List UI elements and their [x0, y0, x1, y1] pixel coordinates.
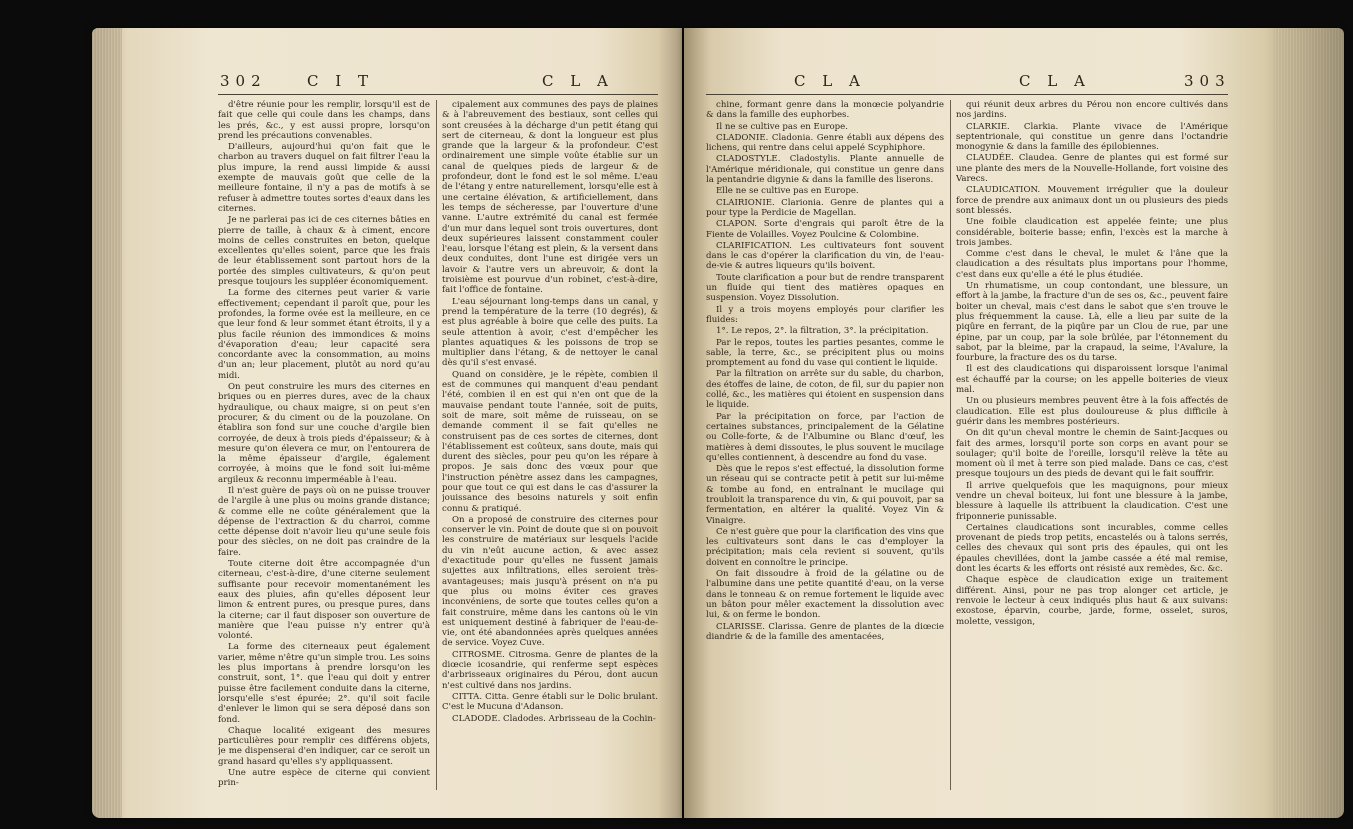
left-page-edges [92, 28, 122, 818]
right-page [684, 28, 1344, 818]
paragraph: On a proposé de construire des citernes pour conserver le vin. Point de doute que si on pouvoit les construire de matériaux sur lesquels l'acide du vin n'eût aucune action, & avec assez d'exactitude pour qu'elles ne fussent jamais sujettes aux infiltrations, elles seroient très-avantageuses; mais jusqu'à présent on n'a pu que plus ou moins éviter ces graves inconvéniens, de sorte que toutes celles qu'on a fait construire, même dans les cantons où le vin est uniquement destiné à fabriquer de l'eau-de-vie, ont été abandonnées après quelques années de service. Voyez Cuve. [442, 514, 658, 649]
paragraph: qui réunit deux arbres du Pérou non encore cultivés dans nos jardins. [956, 100, 1228, 121]
right-header-cla-right: C L A [1019, 72, 1091, 90]
paragraph: Chaque localité exigeant des mesures particulières pour remplir ces différens objets, je me dispenserai d'en indiquer, car ce seroit un grand hasard qu'elles s'y appliquassent. [218, 725, 430, 767]
paragraph: CLAUDICATION. Mouvement irrégulier que la douleur force de prendre aux animaux dont un ou plusieurs des pieds sont blessés. [956, 185, 1228, 216]
paragraph: d'être réunie pour les remplir, lorsqu'il est de fait que celle qui coule dans les champs, dans les prés, &c., y est aussi propre, lorsqu'on prend les précautions convenables. [218, 100, 430, 141]
paragraph: CLAPON. Sorte d'engrais qui paroît être de la Fiente de Volailles. Voyez Poulcine & Colombine. [706, 219, 944, 240]
left-column-2 [442, 100, 658, 800]
paragraph: chine, formant genre dans la monœcie polyandrie & dans la famille des euphorbes. [706, 100, 944, 121]
paragraph: cipalement aux communes des pays de plaines & à l'abreuvement des bestiaux, sont celles qui sont creusées à la décharge d'un petit étang qui sert de citerneau, & dont la longueur est plus grande que la largeur & la profondeur. C'est ordinairement une simple voûte établie sur un canal de quelques pieds de largeur & de profondeur, dont le fond est le sol même. L'eau de l'étang y entre naturellement, lorsqu'elle est à une certaine élévation, & artificiellement, dans les temps de sécheresse, par l'ouverture d'une vanne. L'autre extrémité du canal est fermée d'un mur dans lequel sont trois ouvertures, dont deux supérieures laissent constamment couler l'eau, lorsque l'étang est plein, & la versent dans deux conduites, dont l'une est dirigée vers un lavoir & l'autre vers un abreuvoir, & dont la troisième est pourvue d'un robinet, c'est-à-dire, fait l'office de fontaine. [442, 100, 658, 296]
left-page-number: 302 [220, 72, 267, 90]
paragraph: Quand on considère, je le répète, combien il est de communes qui manquent d'eau pendant l'été, combien il en est qui n'en ont que de la mauvaise pendant toute l'année, soit de puits, soit de mare, soit même de ruisseau, on se demande comment il se fait qu'elles ne construisent pas de ces sortes de citernes, dont l'établissement est coûteux, sans doute, mais qui durent des siècles, pour peu qu'on les répare à propos. Je sais donc des vœux pour que l'instruction pénètre assez dans les campagnes, pour que tout ce qui est dans le cas d'assurer la jouissance des besoins naturels y soit enfin connu & pratiqué. [442, 369, 658, 514]
paragraph: Je ne parlerai pas ici de ces citernes bâties en pierre de taille, à chaux & à ciment, encore moins de celles construites en beton, quelque excellentes qu'elles soient, parce que les frais de leur établissement sont partout hors de la portée des simples cultivateurs, & qu'on peut presque toujours les suppléer économiquement. [218, 215, 430, 288]
right-page-number: 303 [1184, 72, 1231, 90]
paragraph: La forme des citerneaux peut également varier, même n'être qu'un simple trou. Les soins les plus importans à prendre lorsqu'on les construit, sont, 1°. que l'eau qui doit y entrer puisse être facilement conduite dans la citerne, lorsqu'elle s'est épurée; 2°. qu'il soit facile d'enlever le limon qui se sera déposé dans son fond. [218, 642, 430, 725]
paragraph: Par la filtration on arrête sur du sable, du charbon, des étoffes de laine, de coton, de fil, sur du papier non collé, &c., les matières qui étoient en suspension dans le liquide. [706, 369, 944, 411]
paragraph: CLARIFICATION. Les cultivateurs font souvent dans le cas d'opérer la clarification du vin, de l'eau-de-vie & autres liqueurs qu'ils boivent. [706, 240, 944, 272]
paragraph: On peut construire les murs des citernes en briques ou en pierres dures, avec de la chaux hydraulique, ou chaux maigre, si on peut s'en procurer, & du ciment ou de la pouzolane. On établira son fond sur une couche d'argile bien corroyée, de deux à trois pieds d'épaisseur; & à mesure qu'on élevera ce mur, on l'entourera de la même épaisseur d'argile, également corroyée, à moins que le fond soit lui-même argileux & reconnu imperméable à l'eau. [218, 382, 430, 485]
paragraph: Il arrive quelquefois que les maquignons, pour mieux vendre un cheval boiteux, lui font une blessure à la jambe, blessure à laquelle ils attribuent la claudication. C'est une friponnerie punissable. [956, 480, 1228, 522]
paragraph: Une autre espèce de citerne qui convient prin- [218, 768, 430, 789]
left-header-cit: C I T [307, 72, 374, 90]
left-column-divider [436, 100, 437, 790]
paragraph: CLADOSTYLE. Cladostylis. Plante annuelle de l'Amérique méridionale, qui constitue un genre dans la pentandrie digynie & dans la famille des liserons. [706, 154, 944, 186]
paragraph: Il y a trois moyens employés pour clarifier les fluides: [706, 304, 944, 325]
paragraph: 1°. Le repos, 2°. la filtration, 3°. la précipitation. [716, 326, 929, 337]
paragraph: L'eau séjournant long-temps dans un canal, y prend la température de la terre (10 degrés), & est plus agréable à boire que celle des puits. La seule attention à avoir, c'est d'empêcher les plantes aquatiques & les poissons de trop se multiplier dans l'étang, & de nettoyer le canal dès qu'il s'est envasé. [442, 296, 658, 369]
left-page [92, 28, 682, 818]
paragraph: Dès que le repos s'est effectué, la dissolution forme un réseau qui se contracte petit à petit sur lui-même & tombe au fond, en entraînant le mucilage qui troubloit la transparence du vin, & qui pouvoit, par sa fermentation, en altérer la qualité. Voyez Vin & Vinaigre. [706, 464, 944, 526]
paragraph: Certaines claudications sont incurables, comme celles provenant de pieds trop petits, encastelés ou à talons serrés, celles des chevaux qui sont pris des épaules, qui ont les épaules chevillées, dont la jambe cassée a été mal remise, dont les écarts & les efforts ont résisté aux remèdes, &c. &c. [956, 522, 1228, 575]
paragraph: Une foible claudication est appelée feinte; une plus considérable, boiterie basse; enfin, l'excès est la marche à trois jambes. [956, 217, 1228, 248]
paragraph: CLADONIE. Cladonia. Genre établi aux dépens des lichens, qui rentre dans celui appelé Scyphiphore. [706, 132, 944, 154]
paragraph: CLADODE. Cladodes. Arbrisseau de la Cochin- [452, 713, 656, 724]
open-book [92, 8, 1342, 820]
right-header-rule [706, 94, 1228, 95]
paragraph: CLAIRIONIE. Clarionia. Genre de plantes qui a pour type la Perdicie de Magellan. [706, 197, 944, 218]
paragraph: Un ou plusieurs membres peuvent être à la fois affectés de claudication. Elle est plus douloureuse & plus difficile à guérir dans les membres postérieurs. [956, 396, 1228, 427]
paragraph: La forme des citernes peut varier & varie effectivement; cependant il paroît que, pour les profondes, la forme ovée est la meilleure, en ce que leur fond & leur sommet étant étroits, il y a plus facile réunion des immondices & moins d'évaporation d'eau; leur capacité sera concordante avec la consommation, au moins d'un an; leur placement, plutôt au nord qu'au midi. [218, 288, 430, 381]
paragraph: D'ailleurs, aujourd'hui qu'on fait que le charbon au travers duquel on fait filtrer l'eau la plus impure, la rend aussi limpide & aussi exempte de mauvais goût que celle de la meilleure fontaine, il n'y a pas de motifs à se refuser à admettre toutes sortes d'eaux dans les citernes. [218, 142, 430, 214]
paragraph: CLAUDÉE. Claudea. Genre de plantes qui est formé sur une plante des mers de la Nouvelle-Hollande, fort voisine des Varecs. [956, 153, 1228, 185]
paragraph: CLARISSE. Clarissa. Genre de plantes de la diœcie diandrie & de la famille des amentacées, [706, 621, 944, 642]
right-page-edges [1274, 28, 1344, 818]
paragraph: Comme c'est dans le cheval, le mulet & l'âne que la claudication a des résultats plus importans pour l'homme, c'est dans eux qu'elle a été le plus étudiée. [956, 249, 1228, 280]
paragraph: CLARKIE. Clarkia. Plante vivace de l'Amérique septentrionale, qui constitue un genre dans l'octandrie monogynie & dans la famille des épilobiennes. [956, 121, 1228, 153]
paragraph: Par le repos, toutes les parties pesantes, comme le sable, la terre, &c., se précipitent plus ou moins promptement au fond du vase qui contient le liquide. [706, 337, 944, 369]
paragraph: Chaque espèce de claudication exige un traitement différent. Ainsi, pour ne pas trop alonger cet article, je renvoie le lecteur à ceux indiqués plus haut & aux suivans: exostose, éparvin, courbe, jarde, forme, osselet, suros, molette, vessigon, [956, 575, 1228, 627]
paragraph: CITROSME. Citrosma. Genre de plantes de la diœcie icosandrie, qui renferme sept espèces d'arbrisseaux originaires du Pérou, dont aucun n'est cultivé dans nos jardins. [442, 649, 658, 691]
paragraph: Toute clarification a pour but de rendre transparent un fluide qui tient des matières opaques en suspension. Voyez Dissolution. [706, 272, 944, 304]
right-column-1 [706, 100, 944, 800]
paragraph: Toute citerne doit être accompagnée d'un citerneau, c'est-à-dire, d'une citerne seulement suffisante pour recevoir momentanément les eaux des pluies, afin qu'elles déposent leur limon & entrent pures, ou presque pures, dans la citerne; car il faut disposer son ouverture de manière que l'eau puisse n'y entrer qu'à volonté. [218, 559, 430, 642]
paragraph: Par la précipitation on force, par l'action de certaines substances, principalement de la Gélatine ou Colle-forte, & de l'Albumine ou Blanc d'œuf, les matières à demi dissoutes, le plus souvent le mucilage qu'elles contiennent, à descendre au fond du vase. [706, 411, 944, 463]
left-column-1 [218, 100, 430, 800]
paragraph: Elle ne se cultive pas en Europe. [716, 186, 859, 197]
paragraph: Ce n'est guère que pour la clarification des vins que les cultivateurs sont dans le cas d'employer la précipitation; mais cela revient si souvent, qu'ils doivent en connoître le principe. [706, 526, 944, 568]
right-column-2 [956, 100, 1228, 800]
paragraph: Il ne se cultive pas en Europe. [716, 121, 848, 132]
right-column-divider [950, 100, 951, 790]
paragraph: CITTA. Citta. Genre établi sur le Dolic brulant. C'est le Mucuna d'Adanson. [442, 691, 658, 713]
paragraph: Il n'est guère de pays où on ne puisse trouver de l'argile à une plus ou moins grande distance; & comme elle ne coûte généralement que la dépense de l'extraction & du charroi, comme cette dépense doit n'avoir lieu qu'une seule fois pour des siècles, on ne doit pas craindre de la faire. [218, 485, 430, 558]
paragraph: Il est des claudications qui disparoissent lorsque l'animal est échauffé par la course; on les appelle boiteries de vieux mal. [956, 364, 1228, 396]
left-header-cla: C L A [542, 72, 614, 90]
paragraph: On dit qu'un cheval montre le chemin de Saint-Jacques ou fait des armes, lorsqu'il porte son corps en avant pour se soulager; qu'il boite de l'oreille, lorsqu'il relève la tête au moment où il met à terre son pied malade. Dans ce cas, c'est presque toujours un des pieds de devant qui le fait souffrir. [956, 428, 1228, 480]
paragraph: On fait dissoudre à froid de la gélatine ou de l'albumine dans une petite quantité d'eau, on la verse dans le tonneau & on remue fortement le liquide avec un bâton pour mêler exactement la dissolution avec lui, & on ferme le bondon. [706, 569, 944, 621]
paragraph: Un rhumatisme, un coup contondant, une blessure, un effort à la jambe, la fracture d'un de ses os, &c., peuvent faire boiter un cheval, mais c'est dans le sabot que s'en trouve le plus fréquemment la cause. Là, elle a lieu par suite de la piqûre en ferrant, de la piqûre par un Clou de rue, par une épine, par un coup, par la sole brûlée, par l'étonnement du sabot, par la bleime, par la crapaud, la seime, l'Avalure, la fourbure, la fracture des os du tarse. [956, 281, 1228, 364]
left-header-rule [218, 94, 658, 95]
right-header-cla-left: C L A [794, 72, 866, 90]
